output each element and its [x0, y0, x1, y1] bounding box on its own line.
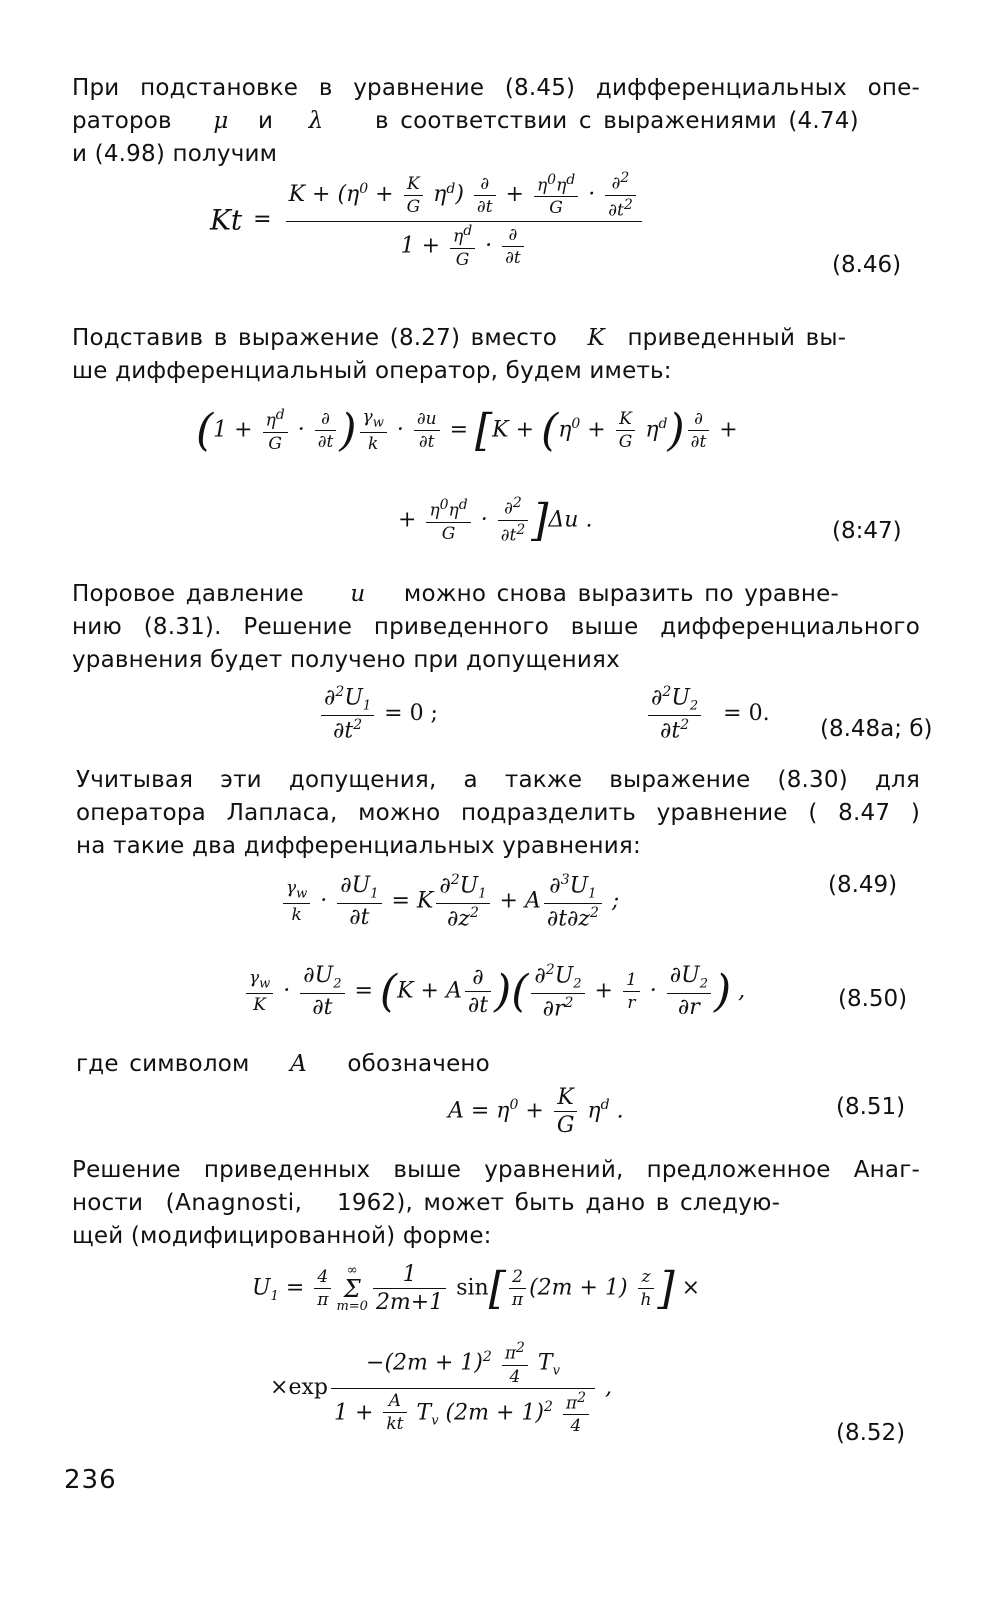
equation-8-47-line-2: + $\frac{\eta^0\eta^d}{G}$ · $\frac{\partial^2}{\partial t^2}$ ]Δu . [398, 495, 593, 546]
page-number: 236 [64, 1465, 117, 1495]
text: Поровое давление [72, 581, 304, 607]
paragraph-3-line-1 [72, 578, 920, 611]
paragraph-2-line-2 [72, 355, 920, 388]
text: Подставив в выражение (8.27) вместо [72, 325, 558, 351]
paragraph-6-line-2 [72, 1187, 920, 1220]
paragraph-6-line-1 [72, 1154, 920, 1187]
symbol-lambda: λ [308, 108, 324, 134]
eq-numerator: $K + (\eta^0$ + $\frac{K}{G}$ $\eta^d$) $\frac{\partial}{\partial t}$ + $\frac{\eta^0\eta^d}{G}$ · $\frac{\partial^2}{\partial t^2}$ [286, 170, 642, 221]
text: обозначено [347, 1051, 490, 1077]
paragraph-1-line-2 [72, 105, 920, 138]
paragraph-1-line-3 [72, 138, 920, 171]
symbol-mu: μ [213, 108, 229, 134]
equation-8-48b: $\frac{\partial^2U_2}{\partial t^2}$ = 0. [645, 684, 770, 743]
text: и [257, 108, 274, 134]
equation-8-49: $\frac{\gamma_w}{k}$ · $\frac{\partial U_1}{\partial t}$ = K $\frac{\partial^2U_1}{\partial z^2}$ + A $\frac{\partial^3U_1}{\partial t\partial z^2}$ ; [280, 872, 619, 931]
symbol-u: u [350, 581, 366, 607]
text: можно снова выразить по уравне- [403, 581, 840, 607]
eq-rhs: = 0 ; [384, 701, 438, 727]
equation-8-51: $A = \eta^0$ + $\frac{K}{G}$ $\eta^d$ . [448, 1085, 624, 1138]
eq-denominator: 1 + $\frac{\eta^d}{G}$ · $\frac{\partial}{\partial t}$ [286, 221, 642, 270]
eq-sign: = [253, 207, 272, 233]
text: раторов [72, 108, 172, 134]
text: нию (8.31). Решение приведенного выше дифференциального [72, 614, 920, 640]
equation-8-47-line-1: (1 + $\frac{\eta^d}{G}$ · $\frac{\partial}{\partial t}$ ) $\frac{\gamma_w}{k}$ · $\frac{\partial u}{\partial t}$ = [$K + (\eta^0$ + $\frac{K}{G}$ $\eta^d$) $\frac{\partial}{\partial t}$ + [196, 405, 738, 456]
text: в соответствии с выражениями (4.74) [374, 108, 859, 134]
text: приведенный вы- [627, 325, 847, 351]
equation-8-48a: $\frac{\partial^2U_1}{\partial t^2}$ = 0 ; [318, 684, 438, 743]
paragraph-3 [72, 578, 920, 677]
text: ше дифференциальный оператор, будем иметь: [72, 358, 672, 384]
equation-8-46 [210, 170, 645, 270]
equation-label: (8.50) [838, 986, 908, 1012]
equation-label: (8.48a; б) [820, 716, 933, 742]
paragraph-4-line-1 [76, 764, 920, 797]
paragraph-1 [72, 72, 920, 171]
symbol-A: A [290, 1051, 307, 1077]
paragraph-4 [76, 764, 920, 863]
text: Решение приведенных выше уравнений, предложенное Анаг- [72, 1157, 920, 1183]
symbol-K: K [587, 325, 605, 351]
paragraph-6 [72, 1154, 920, 1253]
text: щей (модифицированной) форме: [72, 1223, 492, 1249]
equation-label: (8.51) [836, 1094, 906, 1120]
citation: (Anagnosti, [165, 1190, 303, 1216]
paragraph-3-line-3 [72, 644, 920, 677]
equation-label: (8.52) [836, 1420, 906, 1446]
paragraph-3-line-2 [72, 611, 920, 644]
equation-8-52-line-2: ×exp $-(2m + 1)^2$ $\frac{\pi^2}{4}$ $T_v$ 1 + $\frac{A}{kt}$ $T_v$ $(2m + 1)^2$ $\frac{\pi^2}{4}$ , [270, 1340, 613, 1437]
equation-label: (8.46) [832, 252, 902, 278]
equation-label: (8.49) [828, 872, 898, 898]
text: на такие два дифференциальных уравнения: [76, 833, 641, 859]
sin-function: sin [456, 1275, 489, 1301]
eq-lhs: Kt [210, 203, 243, 237]
paragraph-2-line-1 [72, 322, 920, 355]
paragraph-5-line-1 [76, 1048, 924, 1081]
text: Учитывая эти допущения, а также выражение (8.30) для [76, 767, 920, 793]
text: При подстановке в уравнение (8.45) дифференциальных опе- [72, 75, 920, 101]
text: 1962), может быть дано в следую- [336, 1190, 781, 1216]
paragraph-4-line-2 [76, 797, 920, 830]
equation-8-50: $\frac{\gamma_w}{K}$ · $\frac{\partial U_2}{\partial t}$ = (K + A $\frac{\partial}{\partial t}$ )( $\frac{\partial^2U_2}{\partial r^2}$ + $\frac{1}{r}$ · $\frac{\partial U_2}{\partial r}$ ) , [243, 962, 745, 1021]
eq-fraction [286, 170, 642, 270]
paragraph-6-line-3 [72, 1220, 920, 1253]
equation-label: (8:47) [832, 518, 902, 544]
text: ности [72, 1190, 144, 1216]
eq-rhs: = 0. [723, 701, 770, 727]
paragraph-1-line-1 [72, 72, 920, 105]
exp-function: exp [288, 1375, 328, 1401]
paragraph-5 [76, 1048, 924, 1081]
text: и (4.98) получим [72, 141, 278, 167]
text: оператора Лапласа, можно подразделить уравнение ( 8.47 ) [76, 800, 920, 826]
paragraph-2 [72, 322, 920, 388]
text: где символом [76, 1051, 250, 1077]
text: уравнения будет получено при допущениях [72, 647, 620, 673]
paragraph-4-line-3 [76, 830, 920, 863]
equation-8-52-line-1: $U_1$ = $\frac{4}{\pi}$ ∞ Σ m=0 $\frac{1}{2m+1}$ sin[ $\frac{2}{\pi}$ (2m + 1) $\frac{z}{h}$ ] × [252, 1262, 701, 1315]
